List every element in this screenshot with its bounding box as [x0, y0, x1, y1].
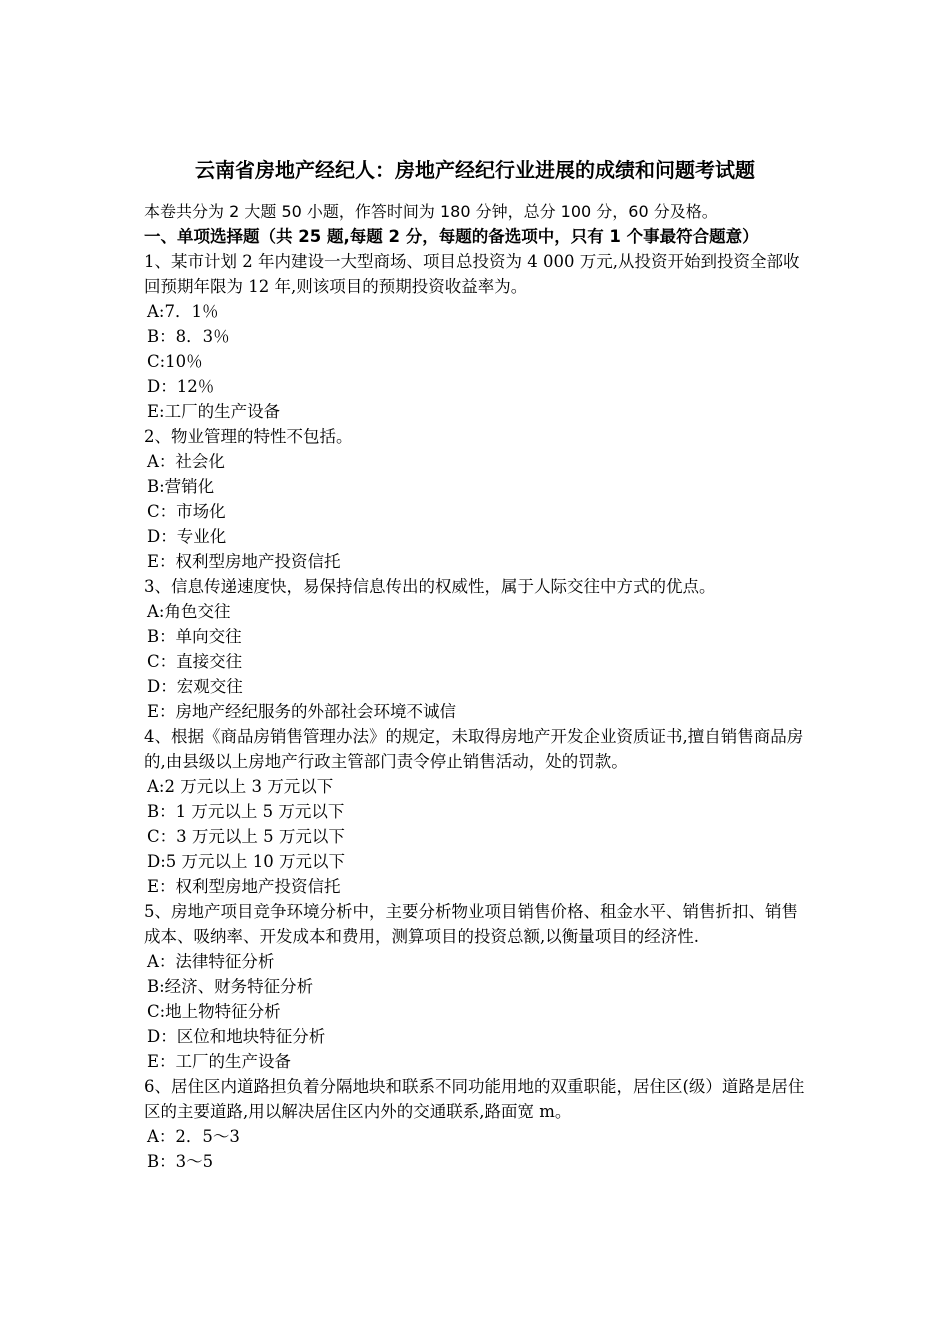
question-text: 4、根据《商品房销售管理办法》的规定，未取得房地产开发企业资质证书,擅自销售商品房的,由县级以上房地产行政主管部门责令停止销售活动，处的罚款。 [144, 727, 804, 771]
option-a: A:2 万元以上 3 万元以下 [147, 777, 334, 796]
question-text: 2、物业管理的特性不包括。 [144, 427, 353, 446]
option-b: B：1 万元以上 5 万元以下 [147, 802, 345, 821]
option-d: D：专业化 [147, 527, 227, 546]
option-b: B:营销化 [147, 477, 215, 496]
question-3 [144, 574, 814, 724]
question-text: 5、房地产项目竞争环境分析中，主要分析物业项目销售价格、租金水平、销售折扣、销售成本、吸纳率、开发成本和费用，测算项目的投资总额,以衡量项目的经济性. [144, 902, 798, 946]
question-5 [144, 899, 814, 1074]
option-c: C:10％ [147, 352, 203, 371]
option-d: D：12％ [147, 377, 215, 396]
option-c: C:地上物特征分析 [147, 1002, 281, 1021]
option-e: E：工厂的生产设备 [147, 1052, 292, 1071]
option-c: C：3 万元以上 5 万元以下 [147, 827, 345, 846]
question-1 [144, 249, 814, 424]
question-text: 1、某市计划 2 年内建设一大型商场、项目总投资为 4 000 万元,从投资开始到投资全部收回预期年限为 12 年,则该项目的预期投资收益率为。 [144, 252, 800, 296]
document-body [144, 199, 814, 1174]
option-e: E：权利型房地产投资信托 [147, 877, 341, 896]
option-b: B：单向交往 [147, 627, 242, 646]
option-d: D：宏观交往 [147, 677, 243, 696]
option-a: A:7．1％ [147, 302, 219, 321]
option-e: E:工厂的生产设备 [147, 402, 281, 421]
option-a: A：社会化 [147, 452, 225, 471]
option-d: D:5 万元以上 10 万元以下 [147, 852, 346, 871]
question-2 [144, 424, 814, 574]
question-4 [144, 724, 814, 899]
option-e: E：房地产经纪服务的外部社会环境不诚信 [147, 702, 457, 721]
option-c: C：市场化 [147, 502, 226, 521]
option-a: A：法律特征分析 [147, 952, 275, 971]
option-b: B：8．3％ [147, 327, 230, 346]
option-d: D：区位和地块特征分析 [147, 1027, 326, 1046]
section-heading: 一、单项选择题（共 25 题,每题 2 分，每题的备选项中，只有 1 个事最符合题意） [144, 227, 759, 246]
option-b: B：3～5 [147, 1152, 214, 1171]
option-c: C：直接交往 [147, 652, 243, 671]
option-a: A:角色交往 [147, 602, 231, 621]
exam-intro: 本卷共分为 2 大题 50 小题，作答时间为 180 分钟，总分 100 分，60 分及格。 [144, 202, 718, 221]
option-e: E：权利型房地产投资信托 [147, 552, 341, 571]
question-6 [144, 1074, 814, 1174]
document-title: 云南省房地产经纪人：房地产经纪行业进展的成绩和问题考试题 [195, 158, 755, 182]
question-text: 6、居住区内道路担负着分隔地块和联系不同功能用地的双重职能，居住区(级）道路是居住区的主要道路,用以解决居住区内外的交通联系,路面宽 m。 [144, 1077, 805, 1121]
option-a: A：2．5～3 [147, 1127, 240, 1146]
option-b: B:经济、财务特征分析 [147, 977, 314, 996]
question-text: 3、信息传递速度快，易保持信息传出的权威性，属于人际交往中方式的优点。 [144, 577, 716, 596]
